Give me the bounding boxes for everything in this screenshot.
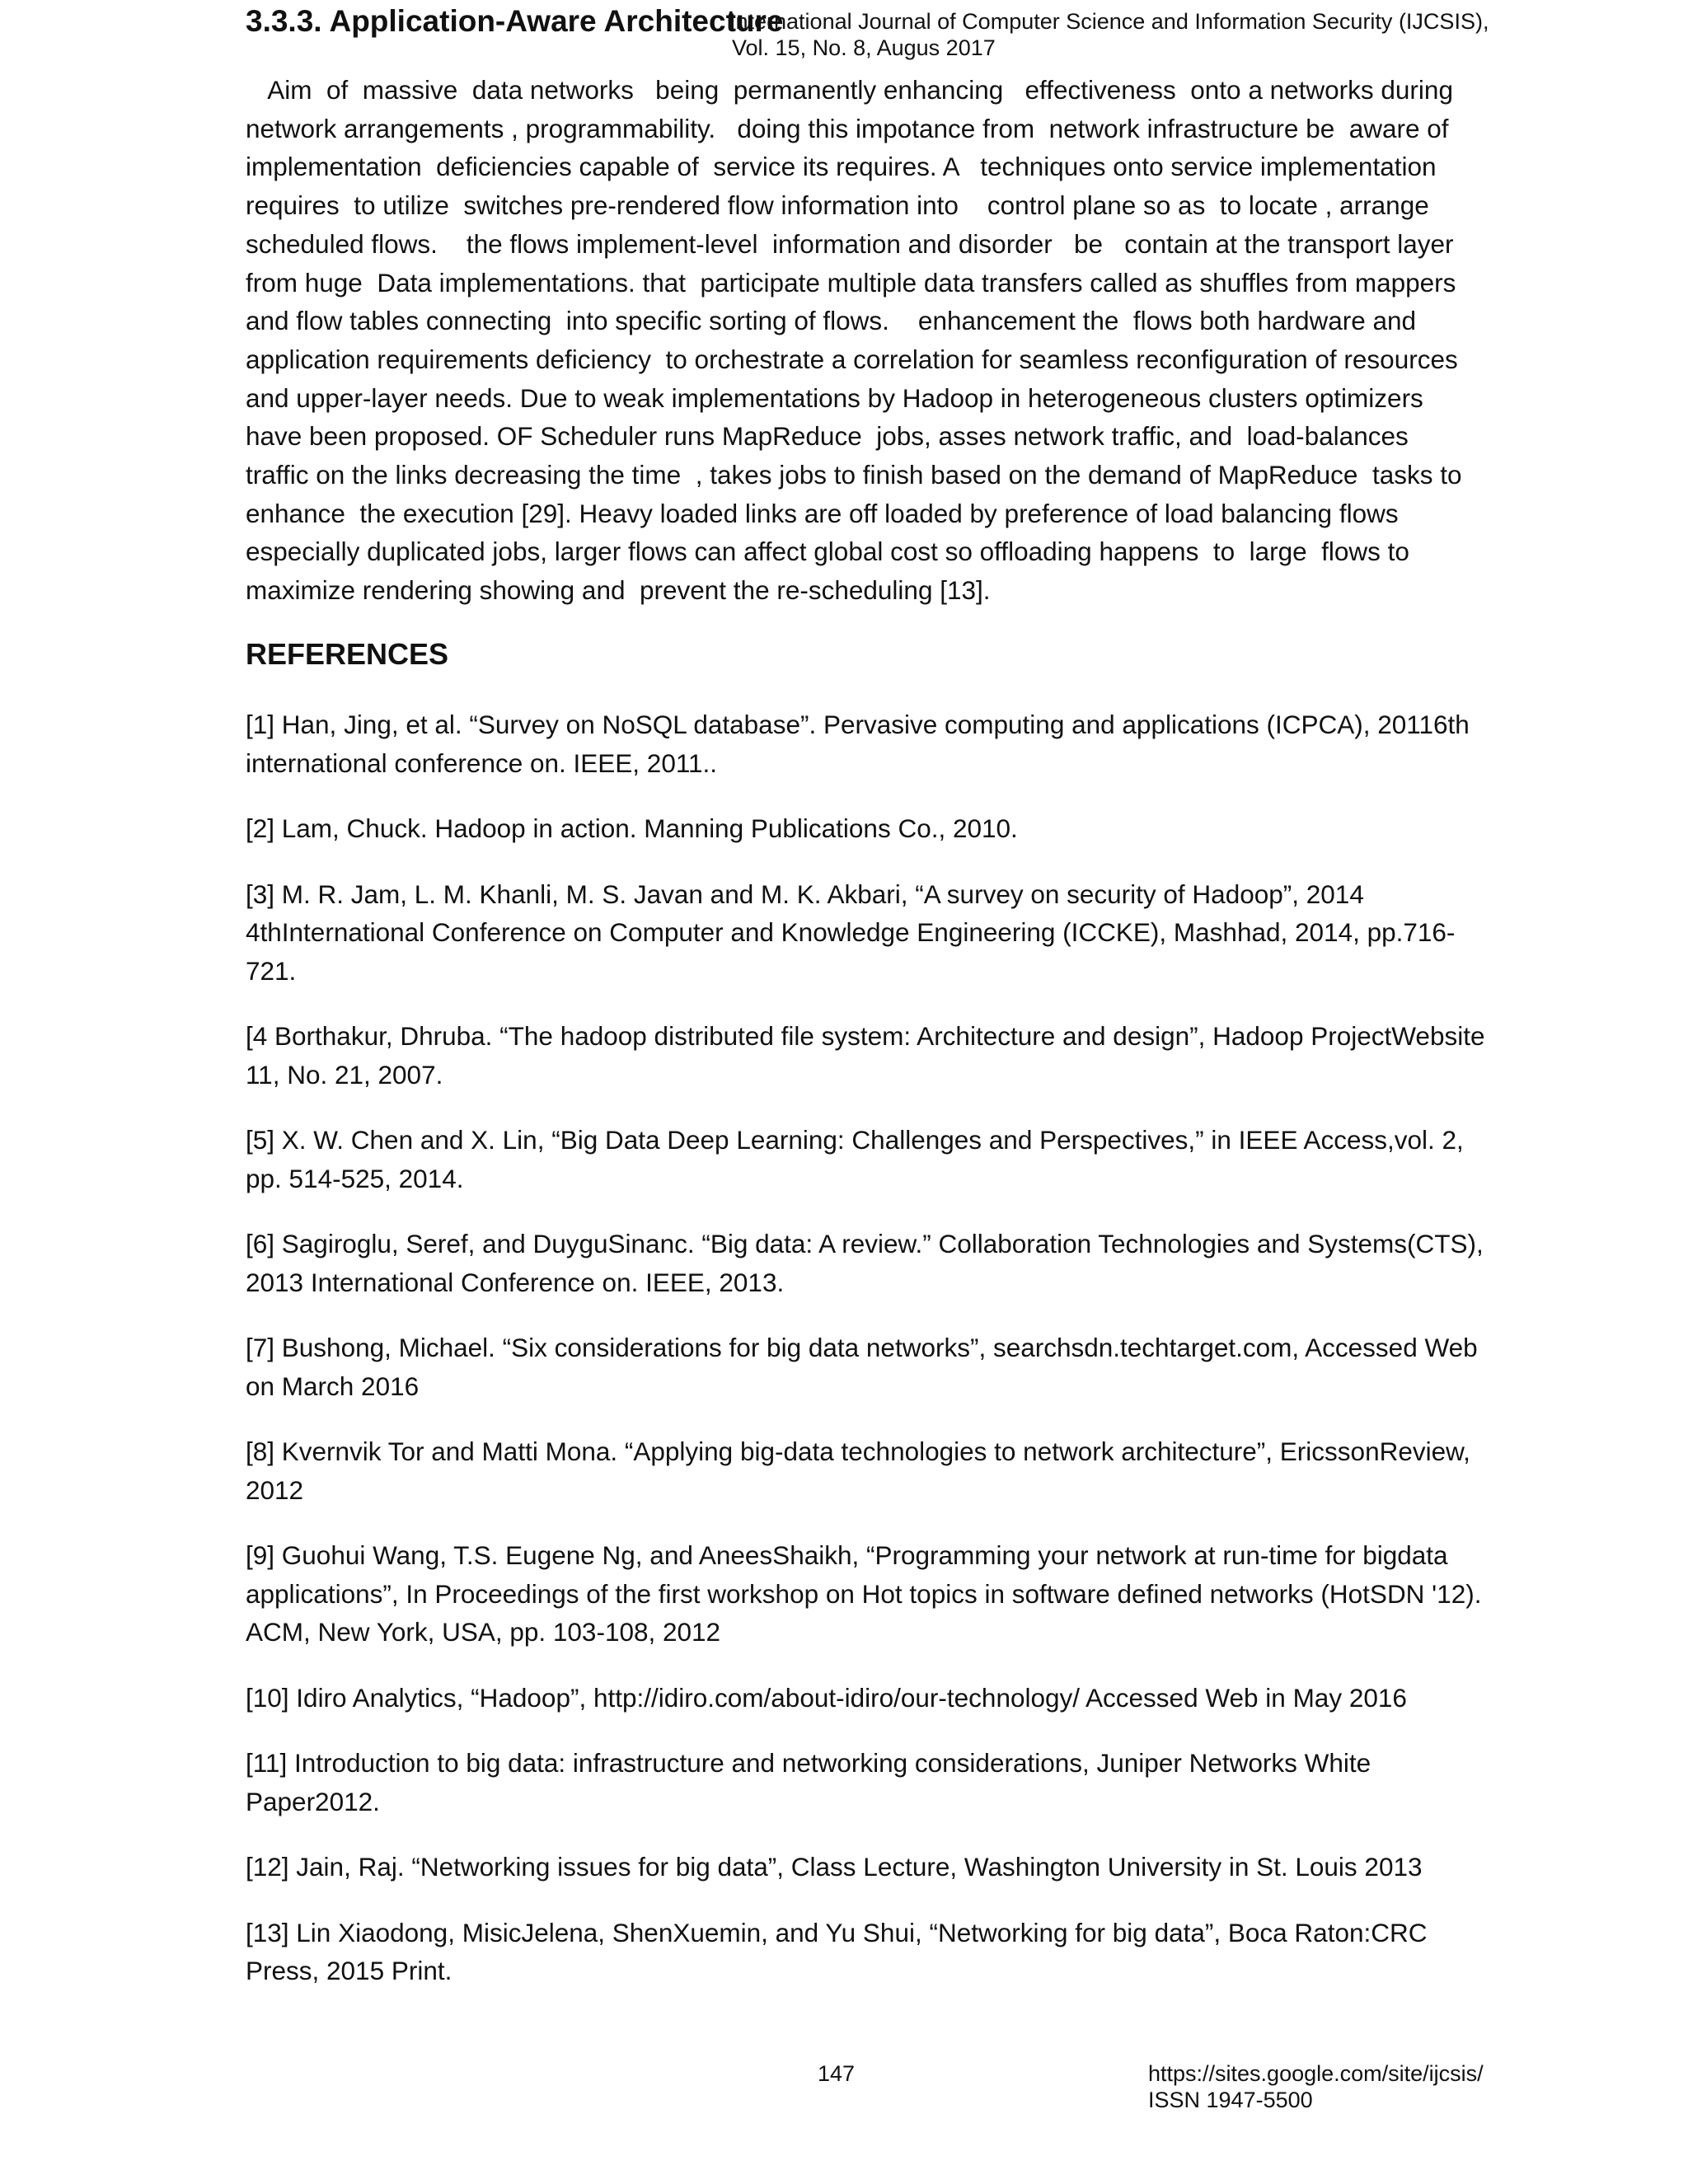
reference-item: [4 Borthakur, Dhruba. “The hadoop distributed file system: Architecture and design”, Hadoop ProjectWebsite 11, No. 21, 2007. [246, 1021, 1485, 1090]
footer-info [1148, 2060, 1484, 2113]
reference-item: [8] Kvernvik Tor and Matti Mona. “Applying big-data technologies to network architecture”, EricssonReview, 2012 [246, 1436, 1470, 1505]
reference-item: [2] Lam, Chuck. Hadoop in action. Manning Publications Co., 2010. [246, 813, 1018, 843]
reference-item: [5] X. W. Chen and X. Lin, “Big Data Deep Learning: Challenges and Perspectives,” in IEEE Access,vol. 2, pp. 514-525, 2014. [246, 1125, 1464, 1193]
reference-item: [3] M. R. Jam, L. M. Khanli, M. S. Javan and M. K. Akbari, “A survey on security of Hadoop”, 2014 4thInternational Conference on Computer and Knowledge Engineering (ICCKE), Mashhad, 2014, pp.716-721. [246, 879, 1456, 986]
journal-title: International Journal of Computer Science and Information Security (IJCSIS), [729, 9, 1489, 34]
references-heading: REFERENCES [246, 637, 449, 671]
body-paragraph: Aim of massive data networks being permanently enhancing effectiveness onto a networks during network arrangements , programmability. doing this impotance from network infrastructure be aware of implementation deficiencies capable of service its requires. A techniques onto service implementation requires to utilize switches pre-rendered flow information into control plane so as to locate , arrange scheduled flows. the flows implement-level information and disorder be contain at the transport layer from huge Data implementations. that participate multiple data transfers called as shuffles from mappers and flow tables connecting into specific sorting of flows. enhancement the flows both hardware and application requirements deficiency to orchestrate a correlation for seamless reconfiguration of resources and upper-layer needs. Due to weak implementations by Hadoop in heterogeneous clusters optimizers have been proposed. OF Scheduler runs MapReduce jobs, asses network traffic, and load-balances traffic on the links decreasing the time , takes jobs to finish based on the demand of MapReduce tasks to enhance the execution [29]. Heavy loaded links are off loaded by preference of load balancing flows especially duplicated jobs, larger flows can affect global cost so offloading happens to large flows to maximize rendering showing and prevent the re-scheduling [13]. [246, 75, 1470, 606]
reference-item: [9] Guohui Wang, T.S. Eugene Ng, and AneesShaikh, “Programming your network at run-time for bigdata applications”, In Proceedings of the first workshop on Hot topics in software defined networks (HotSDN '12). ACM, New York, USA, pp. 103-108, 2012 [246, 1540, 1482, 1647]
reference-item: [10] Idiro Analytics, “Hadoop”, http://idiro.com/about-idiro/our-technology/ Accessed Web in May 2016 [246, 1682, 1407, 1713]
reference-item: [11] Introduction to big data: infrastructure and networking considerations, Juniper Networks White Paper2012. [246, 1748, 1372, 1816]
footer-issn: ISSN 1947-5500 [1148, 2088, 1313, 2112]
reference-item: [7] Bushong, Michael. “Six considerations for big data networks”, searchsdn.techtarget.com, Accessed Web on March 2016 [246, 1333, 1478, 1401]
reference-item: [12] Jain, Raj. “Networking issues for big data”, Class Lecture, Washington University in St. Louis 2013 [246, 1852, 1423, 1882]
reference-item: [6] Sagiroglu, Seref, and DuyguSinanc. “Big data: A review.” Collaboration Technologies and Systems(CTS), 2013 International Conference on. IEEE, 2013. [246, 1229, 1484, 1297]
reference-item: [13] Lin Xiaodong, MisicJelena, ShenXuemin, and Yu Shui, “Networking for big data”, Boca Raton:CRC Press, 2015 Print. [246, 1917, 1428, 1985]
references-list [246, 705, 1490, 2018]
footer-url: https://sites.google.com/site/ijcsis/ [1148, 2061, 1484, 2086]
journal-volume: Vol. 15, No. 8, Augus 2017 [732, 35, 996, 60]
section-heading: 3.3.3. Application-Aware Architecture [246, 4, 784, 38]
journal-running-header [729, 8, 1489, 61]
page-number: 147 [818, 2061, 856, 2086]
reference-item: [1] Han, Jing, et al. “Survey on NoSQL database”. Pervasive computing and applications (ICPCA), 20116th international conference on. IEEE, 2011.. [246, 710, 1470, 778]
